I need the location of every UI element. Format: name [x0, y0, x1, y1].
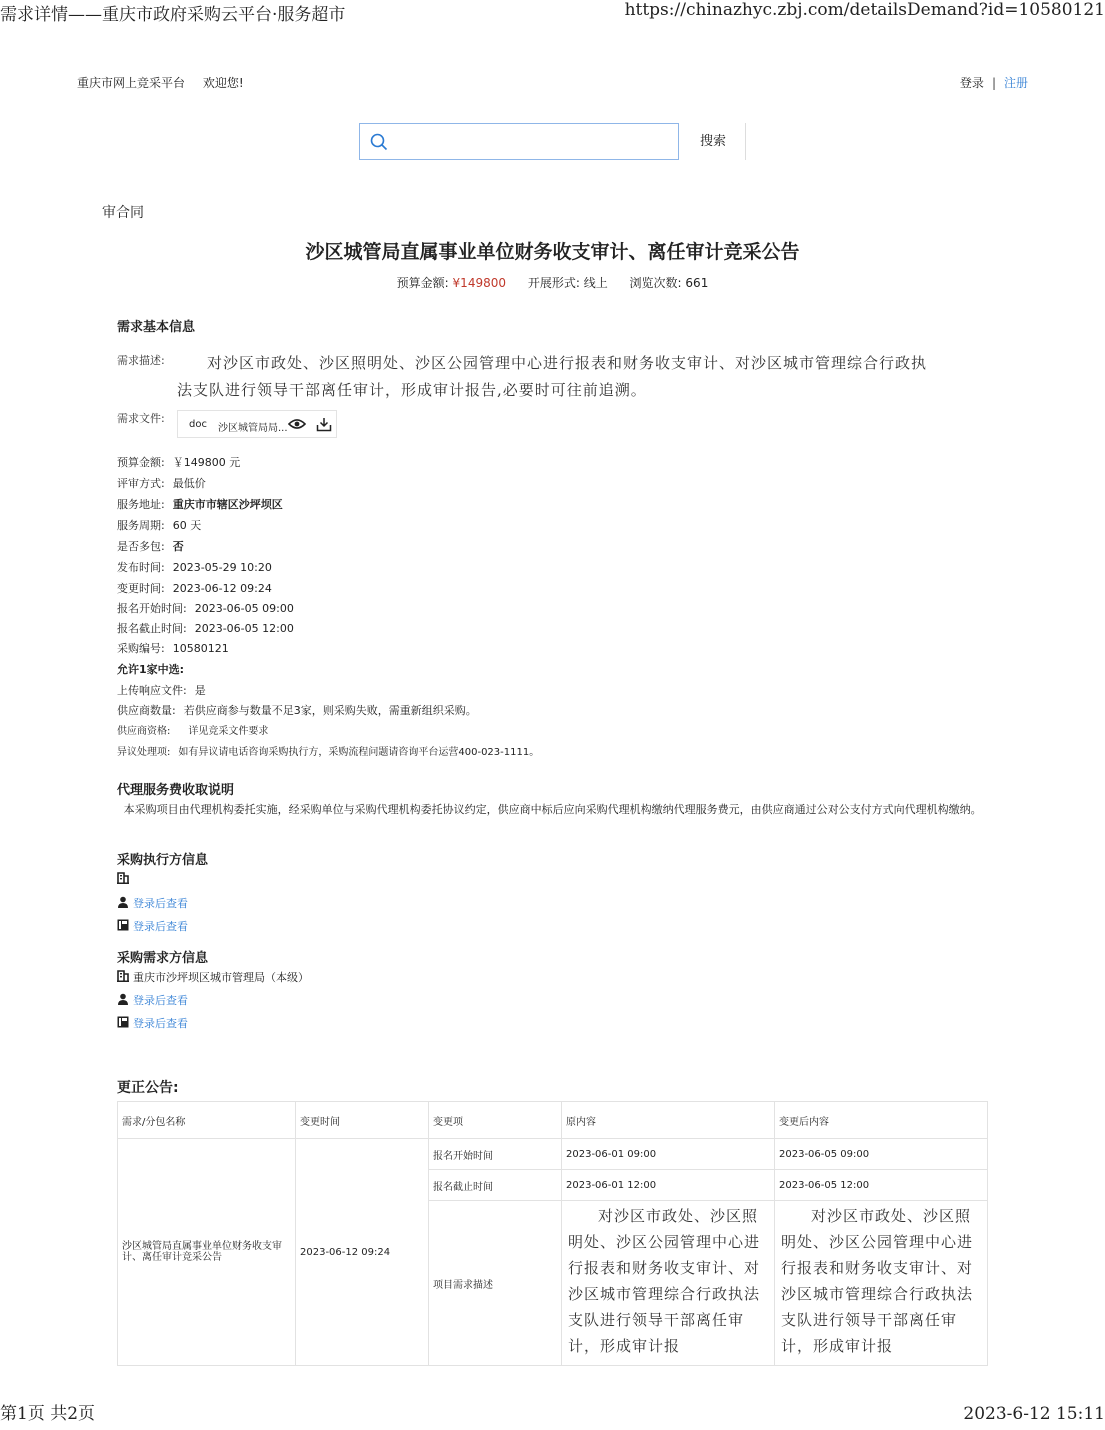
field-value: 最低价 — [172, 477, 206, 490]
print-page-number: 第1页 共2页 — [0, 1404, 96, 1424]
desc-label: 需求描述: — [117, 354, 165, 367]
print-header — [0, 0, 1105, 26]
phone-icon — [117, 919, 129, 931]
field-label: 变更时间: — [117, 582, 165, 595]
column-header: 变更后内容 — [775, 1102, 988, 1139]
corrections-table — [117, 1101, 988, 1366]
eye-icon[interactable] — [288, 417, 306, 431]
building-icon — [117, 970, 129, 982]
register-link[interactable]: 注册 — [1003, 76, 1028, 90]
search-icon — [370, 133, 388, 151]
download-icon[interactable] — [316, 417, 332, 432]
desc-text: 对沙区市政处、沙区照明处、沙区公园管理中心进行报表和财务收支审计、对沙区城市管理综合行政执法支队进行领导干部离任审计，形成审计报告,必要时可往前追溯。 — [177, 354, 928, 399]
field-value: 重庆市市辖区沙坪坝区 — [172, 498, 283, 511]
field-row — [117, 559, 272, 575]
field-value: 详见竞采文件要求 — [188, 726, 269, 737]
field-label: 供应商数量: — [117, 704, 176, 717]
field-value: 如有异议请电话咨询采购执行方，采购流程问题请咨询平台运营400-023-1111。 — [178, 747, 540, 758]
field-value: 60 天 — [172, 519, 202, 532]
executor-contact — [117, 895, 188, 911]
field-row — [117, 538, 184, 554]
cell-new: 2023-06-05 09:00 — [775, 1139, 988, 1170]
basic-info-heading: 需求基本信息 — [117, 320, 196, 335]
field-label: 服务地址: — [117, 498, 165, 511]
demander-org — [117, 969, 309, 985]
field-row — [117, 517, 201, 533]
agency-heading: 代理服务费收取说明 — [117, 783, 235, 798]
search-input[interactable] — [400, 130, 674, 156]
field-label: 预算金额: — [117, 456, 165, 469]
building-icon — [117, 872, 129, 884]
print-datetime: 2023-6-12 15:11 — [963, 1404, 1105, 1424]
mode-value: 线上 — [583, 276, 608, 290]
table-row — [118, 1139, 988, 1170]
auth-separator: | — [991, 76, 996, 90]
field-label: 发布时间: — [117, 561, 165, 574]
field-value: 2023-06-12 09:24 — [172, 582, 272, 595]
column-header: 需求/分包名称 — [118, 1102, 296, 1139]
cell-item: 项目需求描述 — [429, 1201, 562, 1366]
welcome-text: 欢迎您! — [202, 76, 244, 90]
mode-label: 开展形式: — [527, 276, 580, 290]
demander-phone — [117, 1015, 188, 1031]
file-label: 需求文件: — [117, 412, 165, 425]
demander-phone-link[interactable]: 登录后查看 — [133, 1017, 188, 1030]
field-label: 评审方式: — [117, 477, 165, 490]
demander-contact — [117, 992, 188, 1008]
print-title: 需求详情——重庆市政府采购云平台·服务超市 — [0, 5, 346, 25]
executor-phone-link[interactable]: 登录后查看 — [133, 920, 188, 933]
field-row — [117, 640, 229, 656]
cell-name: 沙区城管局直属事业单位财务收支审计、离任审计竞采公告 — [118, 1139, 296, 1366]
search-button[interactable]: 搜索 — [681, 123, 746, 160]
category-label: 审合同 — [102, 205, 144, 221]
auth-links — [960, 74, 1028, 91]
field-row — [117, 580, 272, 596]
budget-label: 预算金额: — [396, 276, 449, 290]
executor-contact-link[interactable]: 登录后查看 — [133, 897, 188, 910]
field-label: 供应商资格: — [117, 726, 171, 737]
cell-item: 报名开始时间 — [429, 1139, 562, 1170]
cell-item: 报名截止时间 — [429, 1170, 562, 1201]
table-header-row — [118, 1102, 988, 1139]
field-value: 2023-06-05 12:00 — [194, 622, 294, 635]
field-value: ￥149800 元 — [172, 456, 241, 469]
file-type: doc — [189, 419, 207, 430]
field-label: 上传响应文件: — [117, 684, 187, 697]
person-icon — [117, 993, 129, 1005]
field-label: 是否多包: — [117, 540, 165, 553]
field-row — [117, 702, 477, 718]
phone-icon — [117, 1016, 129, 1028]
top-bar — [77, 74, 1028, 91]
field-row — [117, 722, 268, 737]
print-url: https://chinazhyc.zbj.com/detailsDemand?id=10580121 — [624, 0, 1105, 20]
demander-heading: 采购需求方信息 — [117, 951, 209, 966]
field-value: 10580121 — [172, 642, 229, 655]
print-footer — [0, 1400, 1105, 1430]
field-row — [117, 661, 192, 677]
field-row — [117, 454, 240, 470]
cell-old: 2023-06-01 12:00 — [562, 1170, 775, 1201]
agency-text: 本采购项目由代理机构委托实施，经采购单位与采购代理机构委托协议约定，供应商中标后应向采购代理机构缴纳代理服务费元，由供应商通过公对公支付方式向代理机构缴纳。 — [123, 803, 982, 816]
cell-time: 2023-06-12 09:24 — [296, 1139, 429, 1366]
field-label: 服务周期: — [117, 519, 165, 532]
executor-heading: 采购执行方信息 — [117, 853, 209, 868]
field-value: 2023-06-05 09:00 — [194, 602, 294, 615]
field-value: 否 — [172, 540, 184, 553]
field-label: 异议处理项: — [117, 747, 171, 758]
cell-old: 2023-06-01 09:00 — [562, 1139, 775, 1170]
site-brand[interactable]: 重庆市网上竞采平台 — [77, 76, 186, 90]
person-icon — [117, 896, 129, 908]
field-row — [117, 600, 294, 616]
field-value: 若供应商参与数量不足3家，则采购失败，需重新组织采购。 — [183, 704, 477, 717]
meta-bar — [0, 274, 1105, 291]
column-header: 变更时间 — [296, 1102, 429, 1139]
field-label: 报名开始时间: — [117, 602, 187, 615]
column-header: 变更项 — [429, 1102, 562, 1139]
field-value: 是 — [194, 684, 206, 697]
login-link[interactable]: 登录 — [959, 76, 984, 90]
corrections-heading: 更正公告: — [117, 1080, 179, 1096]
views-value: 661 — [685, 276, 709, 290]
field-row — [117, 496, 283, 512]
file-card — [177, 410, 337, 438]
page-title: 沙区城管局直属事业单位财务收支审计、离任审计竞采公告 — [305, 241, 800, 263]
search-box[interactable] — [359, 123, 679, 160]
cell-new: 对沙区市政处、沙区照明处、沙区公园管理中心进行报表和财务收支审计、对沙区城市管理综合行政执法支队进行领导干部离任审计，形成审计报 — [781, 1207, 974, 1355]
demander-contact-link[interactable]: 登录后查看 — [133, 994, 188, 1007]
executor-phone — [117, 918, 188, 934]
field-row — [117, 475, 206, 491]
field-row — [117, 620, 294, 636]
field-label: 采购编号: — [117, 642, 165, 655]
field-label: 允许1家中选: — [117, 663, 185, 676]
file-name[interactable]: 沙区城管局局... — [218, 423, 288, 434]
column-header: 原内容 — [562, 1102, 775, 1139]
cell-old: 对沙区市政处、沙区照明处、沙区公园管理中心进行报表和财务收支审计、对沙区城市管理综合行政执法支队进行领导干部离任审计，形成审计报 — [568, 1207, 761, 1355]
field-row — [117, 682, 206, 698]
executor-org — [117, 872, 133, 886]
demander-org-name: 重庆市沙坪坝区城市管理局（本级） — [133, 971, 309, 984]
cell-new: 2023-06-05 12:00 — [775, 1170, 988, 1201]
views-label: 浏览次数: — [629, 276, 682, 290]
field-row — [117, 743, 539, 758]
budget-value: ¥149800 — [452, 276, 506, 290]
field-label: 报名截止时间: — [117, 622, 187, 635]
field-value: 2023-05-29 10:20 — [172, 561, 272, 574]
